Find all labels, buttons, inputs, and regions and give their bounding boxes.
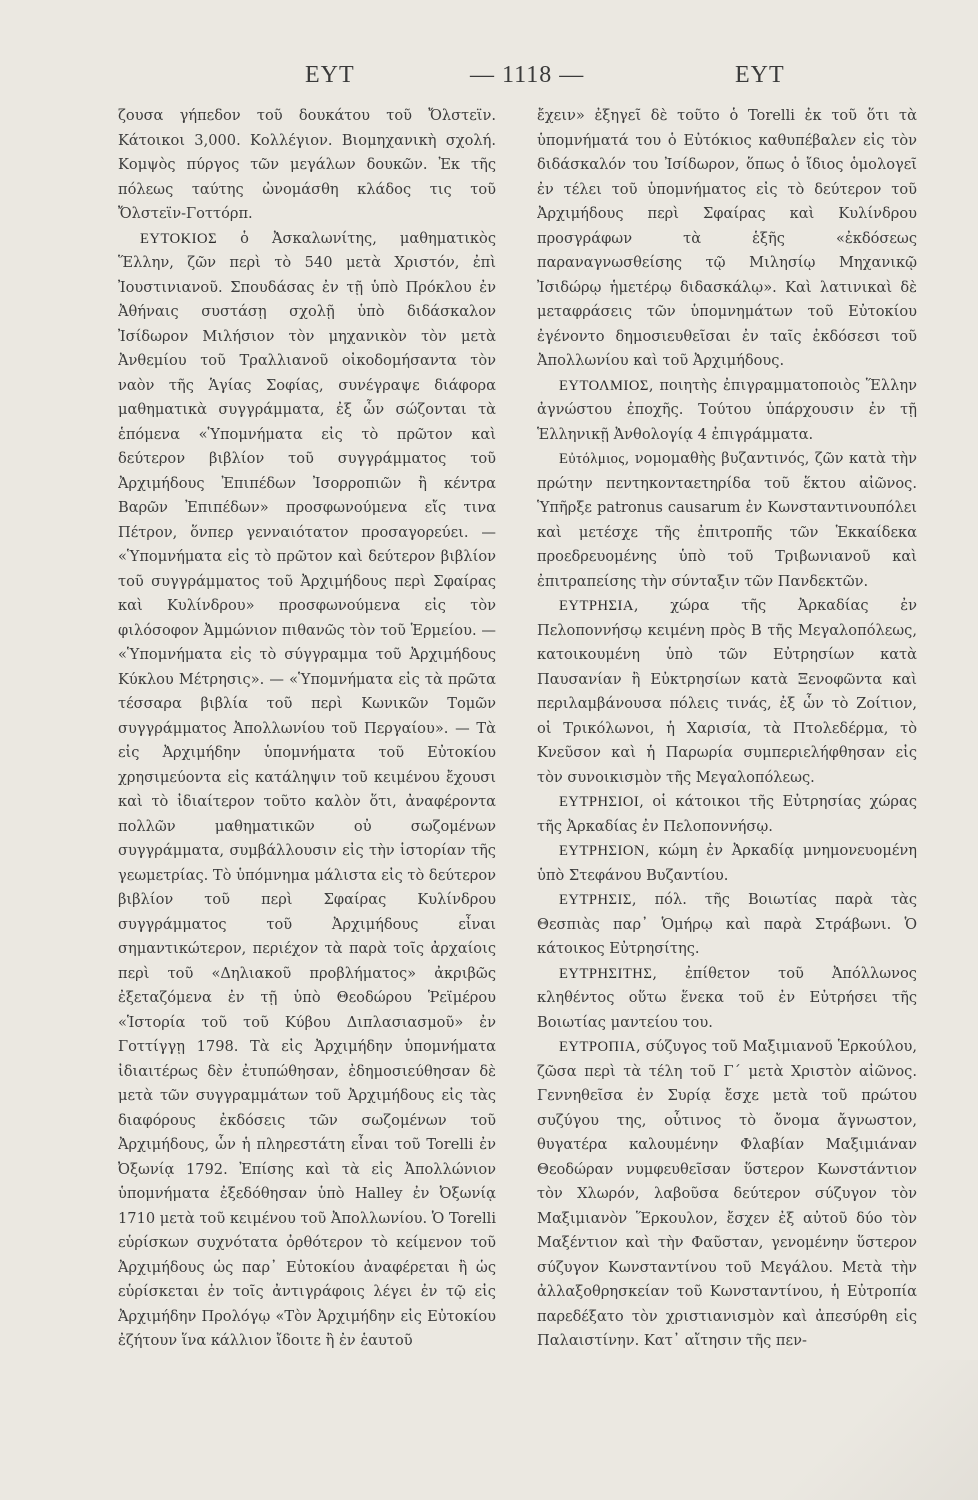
dictionary-entry [537,447,917,594]
page-shadow [778,1360,978,1500]
entry-headword: Εὐτόλμιος [559,451,625,467]
entry-text: , σύζυγος τοῦ Μαξιμιανοῦ Ἑρκούλου, ζῶσα περὶ τὰ τέλη τοῦ Γ΄ μετὰ Χριστὸν αἰῶνος. Γεννηθεῖσα ἐν Συρίᾳ ἔσχε μετὰ τοῦ πρώτου συζύγου της, οὗτινος τὸ ὄνομα ἄγνωστον, θυγατέρα καλουμένην Φλαβίαν Μαξιμιάναν Θεοδώραν νυμφευθεῖσαν ὕστερον Κωνστάντιον τὸν Χλωρόν, λαβοῦσα δεύτερον σύζυγον τὸν Μαξιμιανὸν Ἕρκουλον, ἔσχεν ἐξ αὐτοῦ δύο τὸν Μαξέντιον καὶ τὴν Φαῦσταν, γενομένην ὕστερον σύζυγον Κωνσταντίνου τοῦ Μεγάλου. Μετὰ τὴν ἀλλαξοθρησκείαν τοῦ Κωνσταντίνου, ἡ Εὐτροπία παρεδέξατο τὸν χριστιανισμὸν καὶ ἀπεσύρθη εἰς Παλαιστίνην. Κατ᾽ αἴτησιν τῆς πεν- [537,1038,917,1349]
dictionary-entry [118,104,496,227]
entry-headword: ΕΥΤΡΗΣΙΟΙ [559,794,640,810]
entry-text: ζουσα γήπεδον τοῦ δουκάτου τοῦ Ὄλστεϊν. Κάτοικοι 3,000. Κολλέγιον. Βιομηχανικὴ σχολή. Κομψὸς πύργος τῶν μεγάλων δουκῶν. Ἐκ τῆς πόλεως ταύτης ὠνομάσθη κλάδος τις τοῦ Ὄλστεϊν-Γοττόρπ. [118,107,496,222]
entry-headword: ΕΥΤΡΗΣΙΤΗΣ [559,965,653,982]
right-column [537,104,917,1484]
entry-text: ἔχειν» ἐξηγεῖ δὲ τοῦτο ὁ Torelli ἐκ τοῦ ὅτι τὰ ὑπομνήματά του ὁ Εὐτόκιος καθυπέβαλεν εἰς τὸν διδάσκαλόν του Ἰσίδωρον, ὅπως ὁ ἴδιος ὁμολογεῖ ἐν τέλει τοῦ ὑπομνήματος εἰς τὸ δεύτερον τοῦ Ἀρχιμήδους περὶ Σφαίρας καὶ Κυλίνδρου προσγράφων τὰ ἑξῆς «ἐκδόσεως παραναγνωσθείσης τῷ Μιλησίῳ Μηχανικῷ Ἰσιδώρῳ ἡμετέρῳ διδασκάλῳ». Καὶ λατινικαὶ δὲ μεταφράσεις τῶν ὑπομνημάτων τοῦ Εὐτοκίου ἐγένοντο δημοσιευθεῖσαι ἐν ταῖς ἐκδόσεσι τοῦ Ἀπολλωνίου καὶ τοῦ Ἀρχιμήδους. [537,107,917,369]
entry-headword: ΕΥΤΟΚΙΟΣ [140,230,218,247]
entry-text: , πόλ. τῆς Βοιωτίας παρὰ τὰς Θεσπιὰς παρ᾽ Ὁμήρῳ καὶ παρὰ Στράβωνι. Ὁ κάτοικος Εὐτρησίτης. [537,891,917,957]
dictionary-entry [537,888,917,962]
dictionary-entry [537,962,917,1036]
dictionary-entry [537,594,917,790]
entry-text: , χώρα τῆς Ἀρκαδίας ἐν Πελοποννήσῳ κειμένη πρὸς Β τῆς Μεγαλοπόλεως, κατοικουμένη ὑπὸ τῶν Εὐτρησίων κατὰ Παυσανίαν ἢ Εὐκτρησίων κατὰ Ξενοφῶντα καὶ περιλαμβάνουσα πόλεις τινάς, ἐξ ὧν τὸ Ζοίτιον, οἱ Τρικόλωνοι, ἡ Χαρισία, τὰ Πτολεδέρμα, τὸ Κνεῦσον καὶ ἡ Παρωρία συμπεριελήφθησαν εἰς τὸν συνοικισμὸν τῆς Μεγαλοπόλεως. [537,597,917,786]
dictionary-entry [537,790,917,839]
entry-headword: ΕΥΤΡΗΣΙΟΝ [559,843,645,859]
page-number: — 1118 — [470,62,585,88]
dictionary-entry [537,839,917,888]
entry-headword: ΕΥΤΟΛΜΙΟΣ [559,377,649,394]
dictionary-entry [537,374,917,448]
entry-text: , νομομαθὴς βυζαντινός, ζῶν κατὰ τὴν πρώτην πεντηκονταετηρίδα τοῦ ἕκτου αἰῶνος. Ὑπῆρξε patronus causarum ἐν Κωνσταντινουπόλει καὶ μετέσχε τῆς ἐπιτροπῆς τῶν Ἑκκαίδεκα προεδρευομένης ὑπὸ τοῦ Τριβωνιανοῦ καὶ ἐπιτραπείσης τὴν σύνταξιν τῶν Πανδεκτῶν. [537,450,917,590]
dictionary-entry [537,104,917,374]
entry-text: ὁ Ἀσκαλωνίτης, μαθηματικὸς Ἕλλην, ζῶν περὶ τὸ 540 μετὰ Χριστόν, ἐπὶ Ἰουστινιανοῦ. Σπουδάσας ἐν τῇ ὑπὸ Πρόκλου ἐν Ἀθήναις συστάσῃ σχολῇ ὑπὸ διδάσκαλον Ἰσίδωρον Μιλήσιον τὸν μηχανικὸν τὸν μετὰ Ἀνθεμίου τοῦ Τραλλιανοῦ οἰκοδομήσαντα τὸν ναὸν τῆς Ἁγίας Σοφίας, συνέγραψε διάφορα μαθηματικὰ συγγράμματα, ἐξ ὧν σώζονται τὰ ἑπόμενα «Ὑπομνήματα εἰς τὸ πρῶτον καὶ δεύτερον βιβλίον τοῦ συγγράμματος τοῦ Ἀρχιμήδους Ἐπιπέδων Ἰσορροπιῶν ἢ κέντρα Βαρῶν Ἐπιπέδων» προσφωνούμενα εἴς τινα Πέτρον, ὅνπερ γενναιότατον προσαγορεύει. — «Ὑπομνήματα εἰς τὸ πρῶτον καὶ δεύτερον βιβλίον τοῦ συγγράμματος τοῦ Ἀρχιμήδους περὶ Σφαίρας καὶ Κυλίνδρου» προσφωνούμενα εἰς τὸν φιλόσοφον Ἀμμώνιον πιθανῶς τὸν τοῦ Ἑρμείου. — «Ὑπομνήματα εἰς τὸ σύγγραμμα τοῦ Ἀρχιμήδους Κύκλου Μέτρησις». — «Ὑπομνήματα εἰς τὰ πρῶτα τέσσαρα βιβλία τοῦ περὶ Κωνικῶν Τομῶν συγγράμματος Ἀπολλωνίου τοῦ Περγαίου». — Τὰ εἰς Ἀρχιμήδην ὑπομνήματα τοῦ Εὐτοκίου χρησιμεύοντα εἰς κατάληψιν τοῦ κειμένου ἔχουσι καὶ τὸ ἰδιαίτερον τοῦτο καλὸν ὅτι, ἀναφέροντα πολλῶν μαθηματικῶν οὐ σωζομένων συγγράμματα, συμβάλλουσιν εἰς τὴν ἱστορίαν τῆς γεωμετρίας. Τὸ ὑπόμνημα μάλιστα εἰς τὸ δεύτερον βιβλίον τοῦ περὶ Σφαίρας Κυλίνδρου συγγράμματος τοῦ Ἀρχιμήδους εἶναι σημαντικώτερον, περιέχον τὰ παρὰ τοῖς ἀρχαίοις περὶ τοῦ «Δηλιακοῦ προβλήματος» ἀκριβῶς ἐξεταζόμενα ἐν τῇ ὑπὸ Θεοδώρου Ῥεϊμέρου «Ἱστορία τοῦ τοῦ Κύβου Διπλασιασμοῦ» ἐν Γοττίγγῃ 1798. Τὰ εἰς Ἀρχιμήδην ὑπομνήματα ἰδιαιτέρως δὲν ἐτυπώθησαν, ἐδημοσιεύθησαν δὲ μετὰ τῶν συγγραμμάτων τοῦ Ἀρχιμήδους εἰς τὰς διαφόρους ἐκδόσεις τῶν σωζομένων τοῦ Ἀρχιμήδους, ὧν ἡ πληρεστάτη εἶναι τοῦ Torelli ἐν Ὀξωνίᾳ 1792. Ἐπίσης καὶ τὰ εἰς Ἀπολλώνιον ὑπομνήματα ἐξεδόθησαν ὑπὸ Halley ἐν Ὀξωνίᾳ 1710 μετὰ τοῦ κειμένου τοῦ Ἀπολλωνίου. Ὁ Torelli εὑρίσκων συχνότατα ὀρθότερον τὸ κείμενον τοῦ Ἀρχιμήδους ὡς παρ᾽ Εὐτοκίου ἀναφέρεται ἢ ὡς εὑρίσκεται ἐν τοῖς ἀντιγράφοις λέγει ἐν τῷ εἰς Ἀρχιμήδην Προλόγῳ «Τὸν Ἀρχιμήδην εἰς Εὐτοκίου ἐζήτουν ἵνα κάλλιον ἴδοιτε ἢ ἐν ἑαυτοῦ [118,229,496,1349]
header-left-guide-word: ΕΥΤ [305,62,355,88]
dictionary-entry [537,1035,917,1354]
entry-headword: ΕΥΤΡΟΠΙΑ [559,1039,636,1055]
entry-headword: ΕΥΤΡΗΣΙΑ [559,598,634,614]
running-header [0,62,978,102]
entry-text: , κώμη ἐν Ἀρκαδίᾳ μνημονευομένη ὑπὸ Στεφάνου Βυζαντίου. [537,842,917,884]
left-column [118,104,496,1484]
entry-text: , οἱ κάτοικοι τῆς Εὐτρησίας χώρας τῆς Ἀρκαδίας ἐν Πελοποννήσῳ. [537,793,917,835]
entry-text: , ποιητὴς ἐπιγραμματοποιὸς Ἕλλην ἀγνώστου ἐποχῆς. Τούτου ὑπάρχουσιν ἐν τῇ Ἑλληνικῇ Ἀνθολογίᾳ 4 ἐπιγράμματα. [537,376,917,443]
dictionary-entry [118,227,496,1354]
entry-headword: ΕΥΤΡΗΣΙΣ [559,892,632,908]
header-right-guide-word: ΕΥΤ [735,62,785,88]
entry-text: , ἐπίθετον τοῦ Ἀπόλλωνος κληθέντος οὕτω ἕνεκα τοῦ ἐν Εὐτρήσει τῆς Βοιωτίας μαντείου του. [537,964,917,1031]
